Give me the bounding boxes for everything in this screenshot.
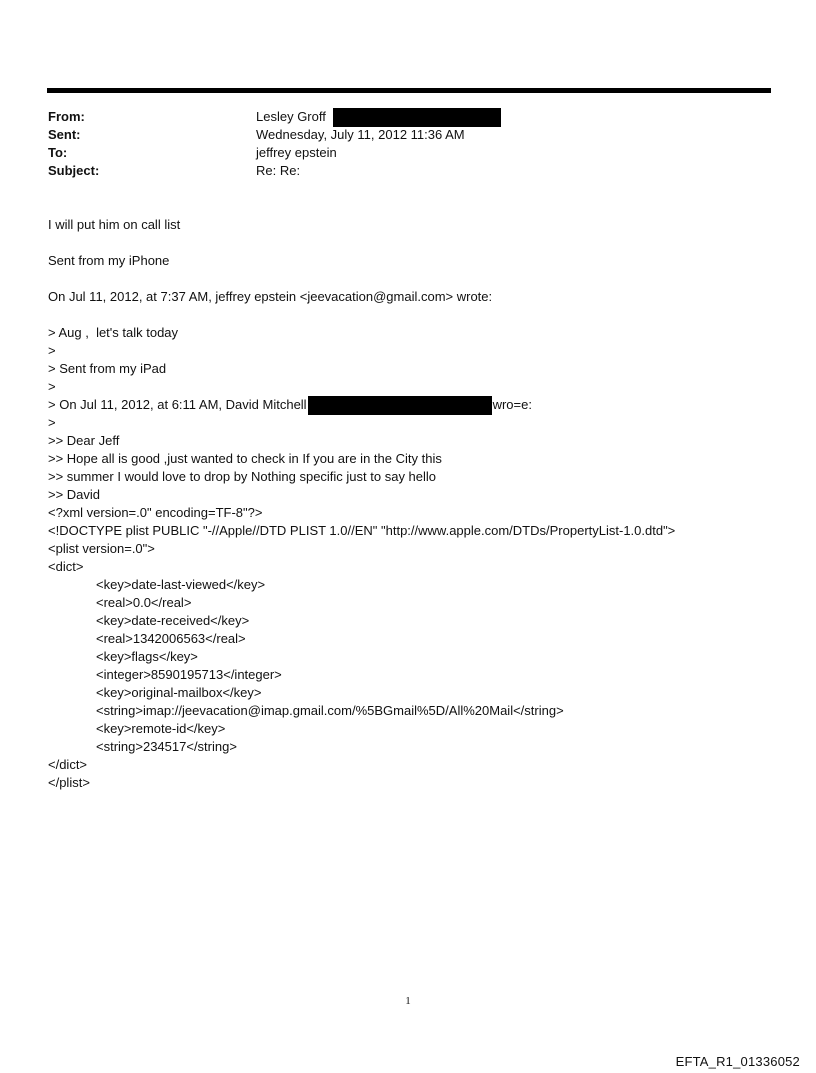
sent-value: Wednesday, July 11, 2012 11:36 AM: [256, 127, 465, 142]
xml-key: <key>original-mailbox</key>: [96, 685, 262, 700]
quoted-line-redacted: [48, 396, 768, 414]
xml-key: <key>flags</key>: [96, 649, 198, 664]
email-body: [48, 216, 768, 792]
to-value: jeffrey epstein: [256, 145, 337, 160]
quote-intro: On Jul 11, 2012, at 7:37 AM, jeffrey epstein <jeevacation@gmail.com> wrote:: [48, 289, 493, 304]
xml-value: <string>234517</string>: [96, 739, 237, 754]
xml-value: <real>1342006563</real>: [96, 631, 246, 646]
quoted-line: >: [48, 415, 56, 430]
quoted-line-prefix: > On Jul 11, 2012, at 6:11 AM, David Mitchell: [48, 397, 307, 412]
subject-value: Re: Re:: [256, 163, 301, 178]
subject-row: [48, 162, 748, 180]
to-row: [48, 144, 748, 162]
quoted-line: >: [48, 343, 56, 358]
quoted-line: >> Hope all is good ,just wanted to check in If you are in the City this: [48, 451, 442, 466]
page-number: 1: [405, 995, 411, 1007]
xml-plist-close: </plist>: [48, 775, 90, 790]
xml-dict-open: <dict>: [48, 559, 84, 574]
quoted-line: > Sent from my iPad: [48, 361, 167, 376]
xml-value: <real>0.0</real>: [96, 595, 192, 610]
quoted-line: >> David: [48, 487, 101, 502]
xml-declaration: <?xml version=.0" encoding=TF-8"?>: [48, 505, 263, 520]
quoted-line: >> summer I would love to drop by Nothing specific just to say hello: [48, 469, 437, 484]
xml-key: <key>date-last-viewed</key>: [96, 577, 266, 592]
xml-value: <integer>8590195713</integer>: [96, 667, 282, 682]
from-row: [48, 108, 748, 126]
header-rule: [47, 88, 771, 93]
sent-label: Sent:: [48, 127, 81, 142]
quoted-line: >> Dear Jeff: [48, 433, 120, 448]
sent-row: [48, 126, 748, 144]
email-header: [48, 108, 748, 180]
subject-label: Subject:: [48, 163, 100, 178]
quoted-line-suffix: wro=e:: [492, 397, 532, 412]
xml-key: <key>remote-id</key>: [96, 721, 226, 736]
to-label: To:: [48, 145, 68, 160]
from-value: [256, 108, 501, 126]
from-name: Lesley Groff: [256, 109, 326, 124]
redaction-block: [308, 396, 492, 415]
xml-plist-open: <plist version=.0">: [48, 541, 155, 556]
quoted-line: > Aug , let's talk today: [48, 325, 179, 340]
signature-line: Sent from my iPhone: [48, 253, 170, 268]
redaction-block: [333, 108, 501, 127]
xml-value: <string>imap://jeevacation@imap.gmail.com/%5BGmail%5D/All%20Mail</string>: [96, 703, 564, 718]
xml-dict-close: </dict>: [48, 757, 88, 772]
from-label: From:: [48, 109, 85, 124]
xml-key: <key>date-received</key>: [96, 613, 250, 628]
quoted-line: >: [48, 379, 56, 394]
reply-line: I will put him on call list: [48, 217, 181, 232]
xml-doctype: <!DOCTYPE plist PUBLIC "-//Apple//DTD PLIST 1.0//EN" "http://www.apple.com/DTDs/PropertyList-1.0.dtd">: [48, 523, 676, 538]
document-id: EFTA_R1_01336052: [675, 1054, 800, 1069]
